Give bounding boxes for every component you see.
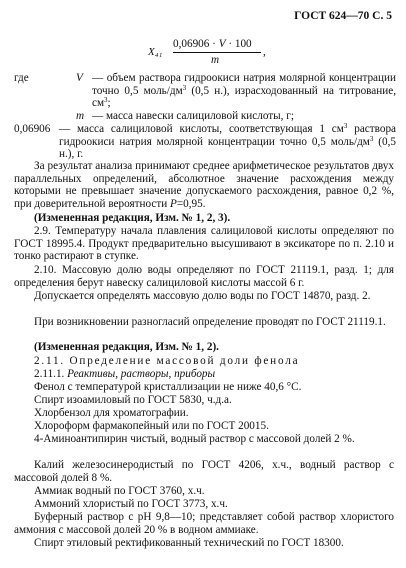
where-label: где (14, 72, 29, 84)
reagent-phenol: Фенол с температурой кристаллизации не ниже 40,6 °С. (34, 381, 302, 393)
definition-symbol-v: V (76, 72, 83, 84)
reagent-chlorobenzene: Хлорбензол для хроматографии. (34, 407, 189, 419)
subsection-2-11-1 (14, 368, 394, 381)
paragraph-2-9: 2.9. Температуру начала плавления салициловой кислоты определяют по ГОСТ 18995.4. Продукт предварительно высушивают в эксикаторе по п. 2.10 и тонко растирают в ступке. (14, 225, 394, 263)
section-2-11-title: 2.11. Определение массовой доли фенола (34, 355, 300, 367)
paragraph-result: За результат анализа принимают среднее арифметическое результатов двух параллельных определений, абсолютное значение расхождения между которыми не превышает значение допускаемого расхождения, равное 0,2 %, при доверительной вероятности P=0,95. (14, 160, 394, 210)
definition-symbol-m: m (76, 110, 85, 122)
revision-note-2: (Измененная редакция, Изм. № 1, 2). (34, 341, 219, 353)
reagent-ethyl-alcohol: Спирт этиловый ректификованный технический по ГОСТ 18300. (34, 537, 344, 549)
subsection-2-11-1-number: 2.11.1. (34, 368, 68, 380)
definition-text-v: — объем раствора гидроокиси натрия молярной концентрации точно 0,5 моль/$дм^3$ (0,5 н.), израсходованный на титрование, $см^3$; (92, 72, 397, 110)
reagent-ammonia: Аммиак водный по ГОСТ 3760, х.ч. (34, 485, 205, 497)
reagent-chloroform: Хлороформ фармакопейный или по ГОСТ 20015. (34, 420, 269, 432)
formula-numerator-var: V (218, 38, 226, 50)
definition-symbol-coef: 0,06906 (14, 123, 51, 135)
formula-numerator (173, 38, 252, 51)
paragraph-alt-method: Допускается определять массовую долю воды по ГОСТ 14870, разд. 2. (34, 290, 371, 302)
definition-text-coef: — масса салициловой кислоты, соответствующая 1 $см^3$ раствора гидроокиси натрия молярной концентрации точно 0,5 моль/$дм^3$ (0,5 н.), г. (59, 122, 396, 161)
paragraph-2-10: 2.10. Массовую долю воды определяют по ГОСТ 21119.1, разд. 1; для определения берут навеску салициловой кислоты массой 6 г. (14, 264, 394, 289)
fraction-bar (173, 52, 261, 53)
formula-denominator: m (211, 54, 220, 66)
formula-trail: , (263, 46, 266, 58)
paragraph-disagreement: При возникновении разногласий определение проводят по ГОСТ 21119.1. (34, 316, 386, 328)
reagent-buffer-solution: Буферный раствор с pH 9,8—10; представляет собой раствор хлористого аммония с массовой долей 20 % в водном аммиаке. (14, 511, 394, 536)
reagent-aminoantipyrine: 4-Аминоантипирин чистый, водный раствор с массовой долей 2 %. (34, 433, 355, 445)
subsection-2-11-1-title: Реактивы, растворы, приборы (67, 368, 216, 380)
revision-note-1: (Измененная редакция, Изм. № 1, 2, 3). (34, 212, 231, 224)
definition-text-m: — масса навески салициловой кислоты, г; (92, 110, 294, 122)
formula-lhs: X₄₁ (148, 46, 163, 58)
formula-numerator-coef: 0,06906 · (173, 38, 219, 50)
page-header: ГОСТ 624—70 С. 5 (294, 10, 392, 22)
formula-numerator-tail: · 100 (225, 38, 252, 50)
formula-x41 (148, 30, 308, 66)
reagent-potassium-ferricyanide: Калий железосинеродистый по ГОСТ 4206, х.ч., водный раствор с массовой долей 8 %. (14, 459, 394, 484)
reagent-ammonium-chloride: Аммоний хлористый по ГОСТ 3773, х.ч. (34, 498, 228, 510)
reagent-isoamyl-alcohol: Спирт изоамиловый по ГОСТ 5830, ч.д.а. (34, 394, 232, 406)
